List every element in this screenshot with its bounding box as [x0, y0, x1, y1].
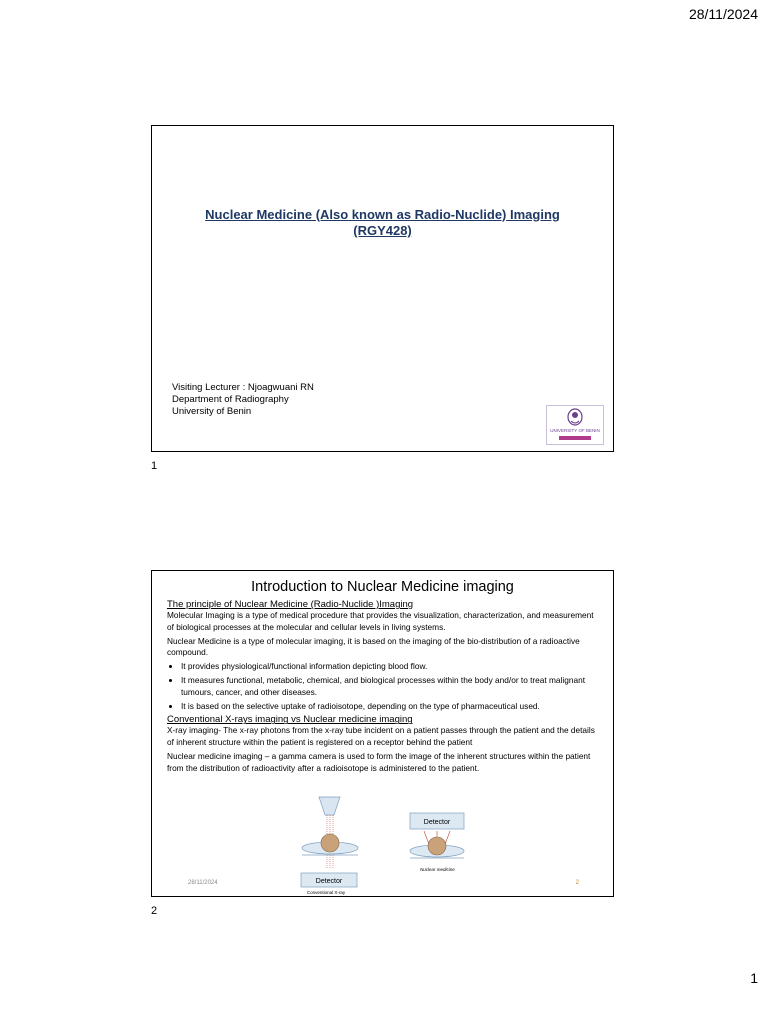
xray-vs-nm-diagram [296, 793, 496, 897]
slide-2-footer-number: 2 [575, 880, 579, 886]
slide-2-number: 2 [151, 905, 158, 917]
department: Department of Radiography [172, 394, 289, 405]
caption-right: Nuclear medicine [420, 867, 455, 872]
slide-1-title-line2: (RGY428) [353, 223, 412, 238]
slide-1-number: 1 [151, 460, 158, 472]
paragraph-xray: X-ray imaging- The x-ray photons from the x-ray tube incident on a patient passes through the patient and the details of inherent structure within the patient is registered on a receptor behind the patient [167, 725, 595, 748]
paragraph-molecular-imaging: Molecular Imaging is a type of medical procedure that provides the visualization, characterization, and measurement of biological processes at the molecular and cellular levels in living systems. [167, 610, 594, 632]
page-date: 28/11/2024 [688, 6, 758, 22]
detector-label-right: Detector [423, 819, 451, 826]
slide-2-footer-date: 28/11/2024 [188, 880, 218, 886]
caption-left: Conventional X-ray [306, 890, 346, 895]
detector-label-left: Detector [315, 878, 343, 885]
bullet-list [167, 661, 600, 712]
slide-2 [151, 570, 614, 897]
university-logo [546, 405, 604, 445]
page-number: 1 [750, 970, 758, 986]
university: University of Benin [172, 406, 252, 417]
xray-tube [319, 797, 340, 815]
slide-1 [151, 125, 614, 452]
bullet-item: • It is based on the selective uptake of radioisotope, depending on the type of pharmaceutical used. [181, 701, 600, 713]
bullet-item: • It measures functional, metabolic, chemical, and biological processes within the body and/or to treat malignant tumours, cancer, and other diseases. [181, 675, 600, 699]
slide-1-title-line1: Nuclear Medicine (Also known as Radio-Nuclide) Imaging [205, 207, 560, 222]
bullet-item: • It provides physiological/functional information depicting blood flow. [181, 661, 600, 673]
slide-1-title [172, 207, 593, 239]
slide-2-title: Introduction to Nuclear Medicine imaging [251, 579, 514, 595]
principle-heading: The principle of Nuclear Medicine (Radio-Nuclide )Imaging [167, 599, 414, 610]
lecturer-info [172, 382, 314, 418]
patient-right [428, 837, 446, 855]
comparison-heading: Conventional X-rays imaging vs Nuclear medicine imaging [167, 714, 413, 726]
paragraph-nuclear-medicine: Nuclear Medicine is a type of molecular imaging, it is based on the imaging of the bio-distribution of a radioactive compound. [167, 635, 580, 658]
paragraph-nm-imaging: Nuclear medicine imaging – a gamma camera is used to form the image of the inherent structures within the patient from the distribution of radioactivity after a radioisotope is administered to the patient. [167, 750, 591, 773]
lecturer-name: Visiting Lecturer : Njoagwuani RN [172, 382, 314, 393]
patient-left [321, 834, 339, 852]
logo-text: UNIVERSITY OF BENIN [550, 428, 600, 433]
slide-2-body [167, 599, 600, 777]
